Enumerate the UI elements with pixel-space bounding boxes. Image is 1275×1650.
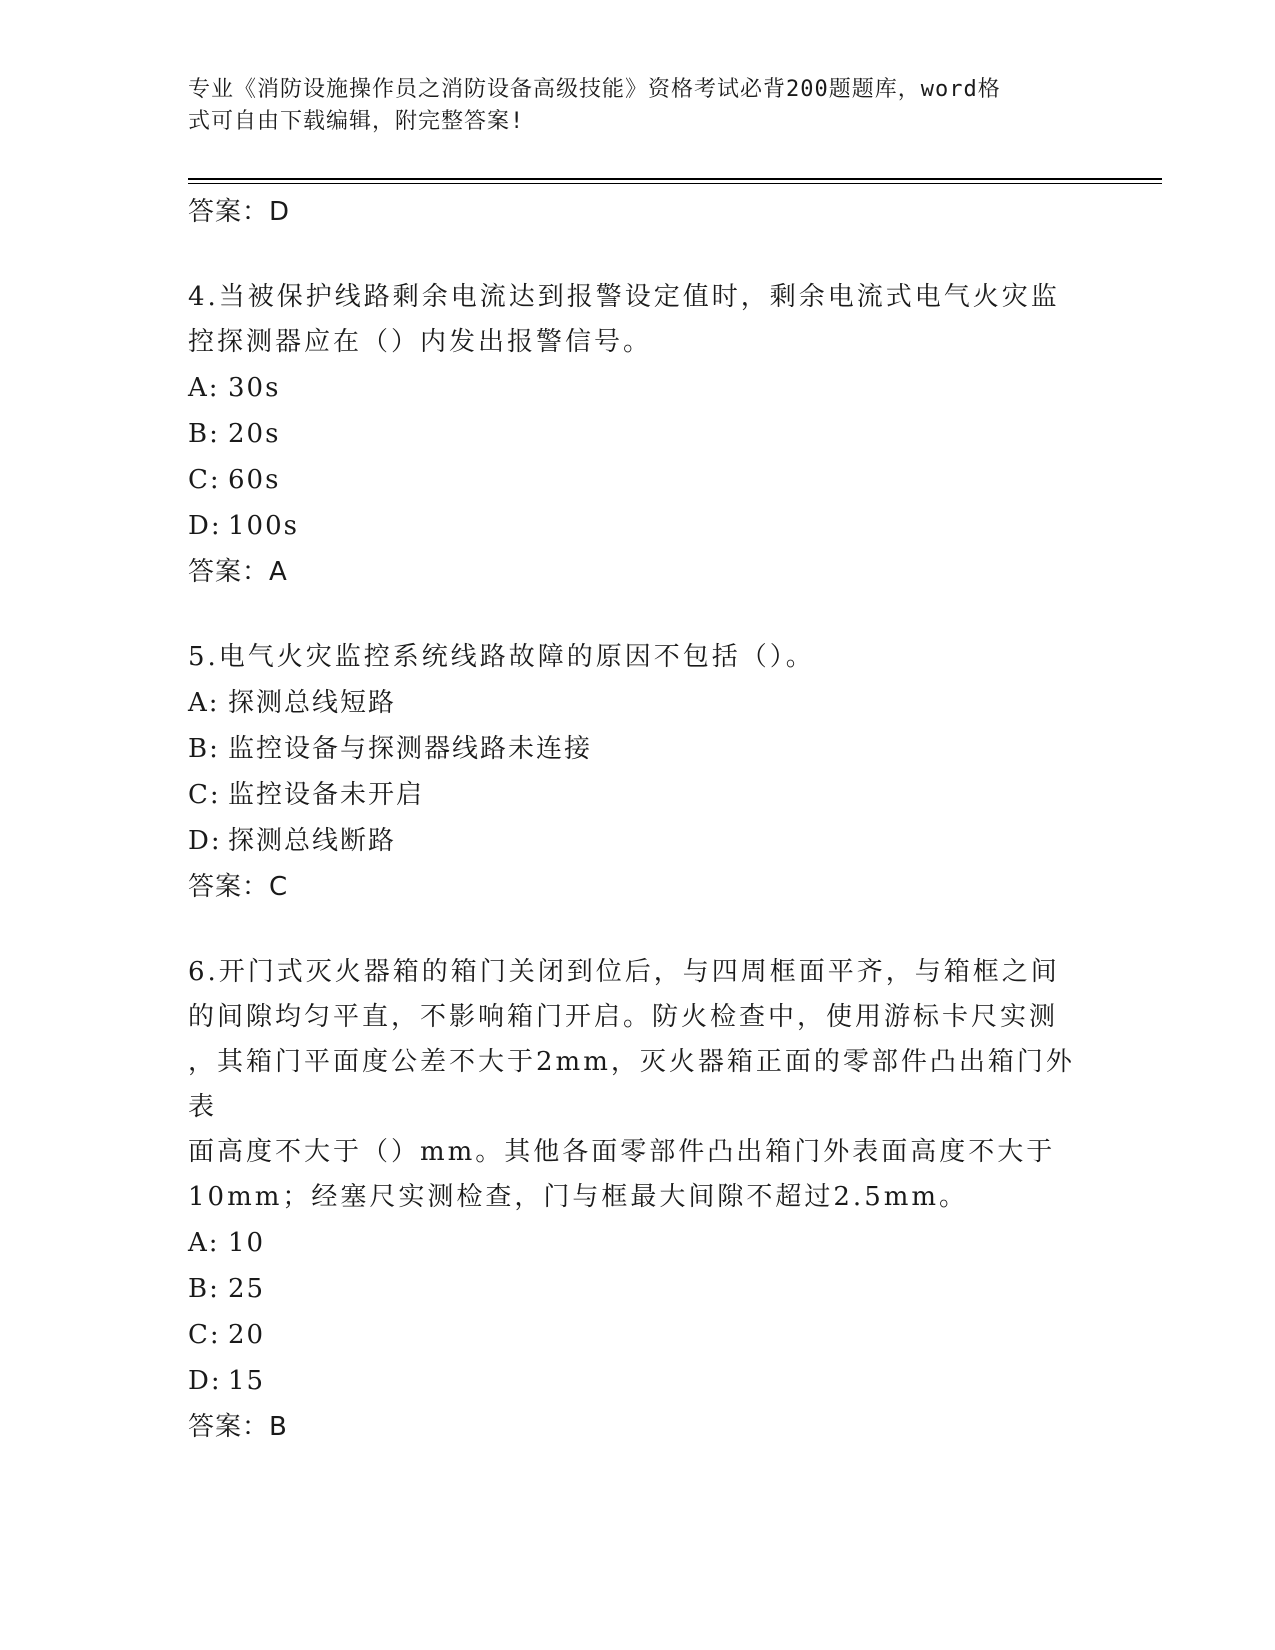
option-key: C: xyxy=(188,780,221,810)
option-key: D: xyxy=(188,1366,222,1396)
option-c xyxy=(188,457,1088,503)
option-text: 20s xyxy=(228,419,281,449)
option-text: 25 xyxy=(228,1274,266,1304)
option-d xyxy=(188,818,1088,864)
answer-4: 答案：A xyxy=(188,557,288,587)
option-key: C: xyxy=(188,465,221,495)
option-key: D: xyxy=(188,826,222,856)
question-stem xyxy=(188,950,1088,1220)
option-text: 探测总线断路 xyxy=(228,826,397,856)
option-text: 探测总线短路 xyxy=(228,688,397,718)
option-b xyxy=(188,411,1088,457)
option-key: A: xyxy=(188,373,220,403)
option-d xyxy=(188,503,1088,549)
stem-line: 6.开门式灭火器箱的箱门关闭到位后，与四周框面平齐，与箱框之间 xyxy=(188,957,1060,987)
question-4 xyxy=(188,275,1088,595)
option-b xyxy=(188,726,1088,772)
header-line-2: 式可自由下载编辑，附完整答案! xyxy=(188,109,525,134)
stem-line: 面高度不大于（）mm。其他各面零部件凸出箱门外表面高度不大于 xyxy=(188,1137,1056,1167)
header-divider-thin xyxy=(188,183,1162,184)
answer-6: 答案：B xyxy=(188,1412,288,1442)
option-a xyxy=(188,680,1088,726)
option-c xyxy=(188,1312,1088,1358)
option-key: B: xyxy=(188,419,220,449)
stem-line: ，其箱门平面度公差不大于2mm，灭火器箱正面的零部件凸出箱门外表 xyxy=(188,1047,1075,1122)
option-text: 15 xyxy=(228,1366,266,1396)
answer-5: 答案：C xyxy=(188,872,289,902)
question-stem xyxy=(188,635,1088,680)
option-text: 监控设备未开启 xyxy=(228,780,425,810)
option-text: 100s xyxy=(228,511,299,541)
header-divider-thick xyxy=(188,178,1162,180)
option-text: 监控设备与探测器线路未连接 xyxy=(228,734,593,764)
option-key: A: xyxy=(188,688,220,718)
option-key: B: xyxy=(188,734,220,764)
option-text: 10 xyxy=(228,1228,266,1258)
stem-line: 4.当被保护线路剩余电流达到报警设定值时，剩余电流式电气火灾监 xyxy=(188,282,1060,312)
option-key: A: xyxy=(188,1228,220,1258)
header-line-1: 专业《消防设施操作员之消防设备高级技能》资格考试必背200题题库，word格 xyxy=(188,77,1001,102)
question-list xyxy=(188,189,1088,1450)
option-key: D: xyxy=(188,511,222,541)
answer-previous: 答案：D xyxy=(188,197,291,227)
question-5 xyxy=(188,635,1088,910)
question-6 xyxy=(188,950,1088,1450)
option-a xyxy=(188,365,1088,411)
stem-line: 5.电气火灾监控系统线路故障的原因不包括（）。 xyxy=(188,642,815,672)
option-text: 60s xyxy=(228,465,281,495)
stem-line: 的间隙均匀平直，不影响箱门开启。防火检查中，使用游标卡尺实测 xyxy=(188,1002,1059,1032)
stem-line: 控探测器应在（）内发出报警信号。 xyxy=(188,327,653,357)
option-key: C: xyxy=(188,1320,221,1350)
stem-line: 10mm；经塞尺实测检查，门与框最大间隙不超过2.5mm。 xyxy=(188,1182,969,1212)
option-b xyxy=(188,1266,1088,1312)
option-d xyxy=(188,1358,1088,1404)
option-key: B: xyxy=(188,1274,220,1304)
option-text: 20 xyxy=(228,1320,266,1350)
option-a xyxy=(188,1220,1088,1266)
option-text: 30s xyxy=(228,373,281,403)
question-stem xyxy=(188,275,1088,365)
option-c xyxy=(188,772,1088,818)
document-header xyxy=(188,74,1068,138)
